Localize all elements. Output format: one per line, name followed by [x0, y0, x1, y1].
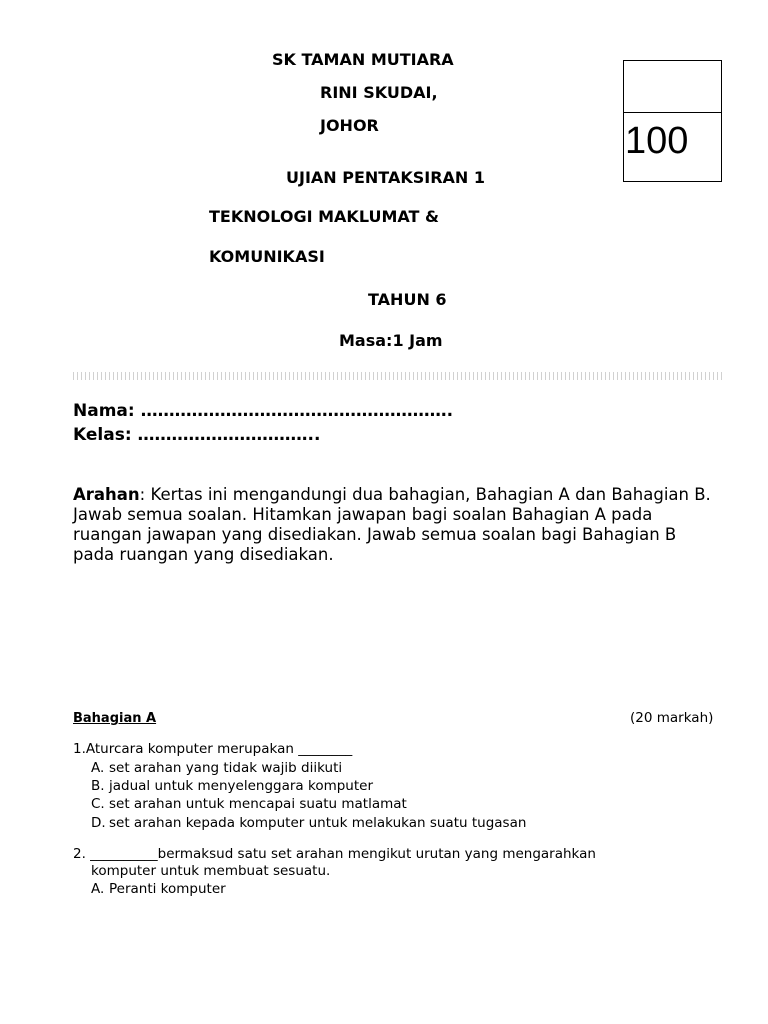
- score-obtained-cell: [624, 61, 721, 113]
- subject-line-1: TEKNOLOGI MAKLUMAT &: [209, 207, 439, 226]
- name-field: Nama: ……………………………………………….: [73, 401, 454, 421]
- year-label: TAHUN 6: [368, 290, 447, 309]
- option-text: jadual untuk menyelenggara komputer: [109, 778, 374, 794]
- duration-label: Masa:1 Jam: [339, 331, 443, 350]
- question-2-line-1: 2. __________bermaksud satu set arahan mengikut urutan yang mengarahkan: [73, 846, 596, 862]
- section-a-marks: (20 markah): [630, 710, 714, 726]
- q1-option-d: [91, 815, 526, 831]
- option-text: set arahan untuk mencapai suatu matlamat: [109, 796, 407, 812]
- q2-option-a: [91, 881, 226, 897]
- option-letter: C.: [91, 796, 105, 812]
- divider-line: [73, 372, 723, 380]
- instructions-text: : Kertas ini mengandungi dua bahagian, Bahagian A dan Bahagian B. Jawab semua soalan. Hitamkan jawapan bagi soalan Bahagian A pada ruangan jawapan yang disediakan. Jawab semua soalan bagi Bahagian B pada ruangan yang disediakan.: [73, 485, 711, 564]
- section-a-title: Bahagian A: [73, 711, 157, 726]
- q1-option-a: [91, 760, 342, 776]
- option-text: set arahan yang tidak wajib diikuti: [109, 760, 343, 776]
- score-box: [623, 60, 722, 182]
- class-field: Kelas: …………………………..: [73, 425, 321, 445]
- option-text: Peranti komputer: [109, 881, 226, 897]
- exam-title: UJIAN PENTAKSIRAN 1: [286, 168, 486, 187]
- option-letter: B.: [91, 778, 105, 794]
- school-name: SK TAMAN MUTIARA: [272, 50, 454, 69]
- q1-option-b: [91, 778, 373, 794]
- instructions-label: Arahan: [73, 485, 140, 504]
- school-state: JOHOR: [320, 116, 379, 135]
- option-letter: A.: [91, 881, 105, 897]
- q1-option-c: [91, 796, 407, 812]
- question-1: 1.Aturcara komputer merupakan ________: [73, 741, 353, 757]
- option-letter: A.: [91, 760, 105, 776]
- school-town: RINI SKUDAI,: [320, 83, 438, 102]
- instructions: [73, 485, 713, 565]
- option-text: set arahan kepada komputer untuk melakukan suatu tugasan: [109, 815, 527, 831]
- subject-line-2: KOMUNIKASI: [209, 247, 325, 266]
- option-letter: D.: [91, 815, 106, 831]
- question-2-line-2: komputer untuk membuat sesuatu.: [91, 863, 331, 879]
- score-total: 100: [625, 120, 689, 162]
